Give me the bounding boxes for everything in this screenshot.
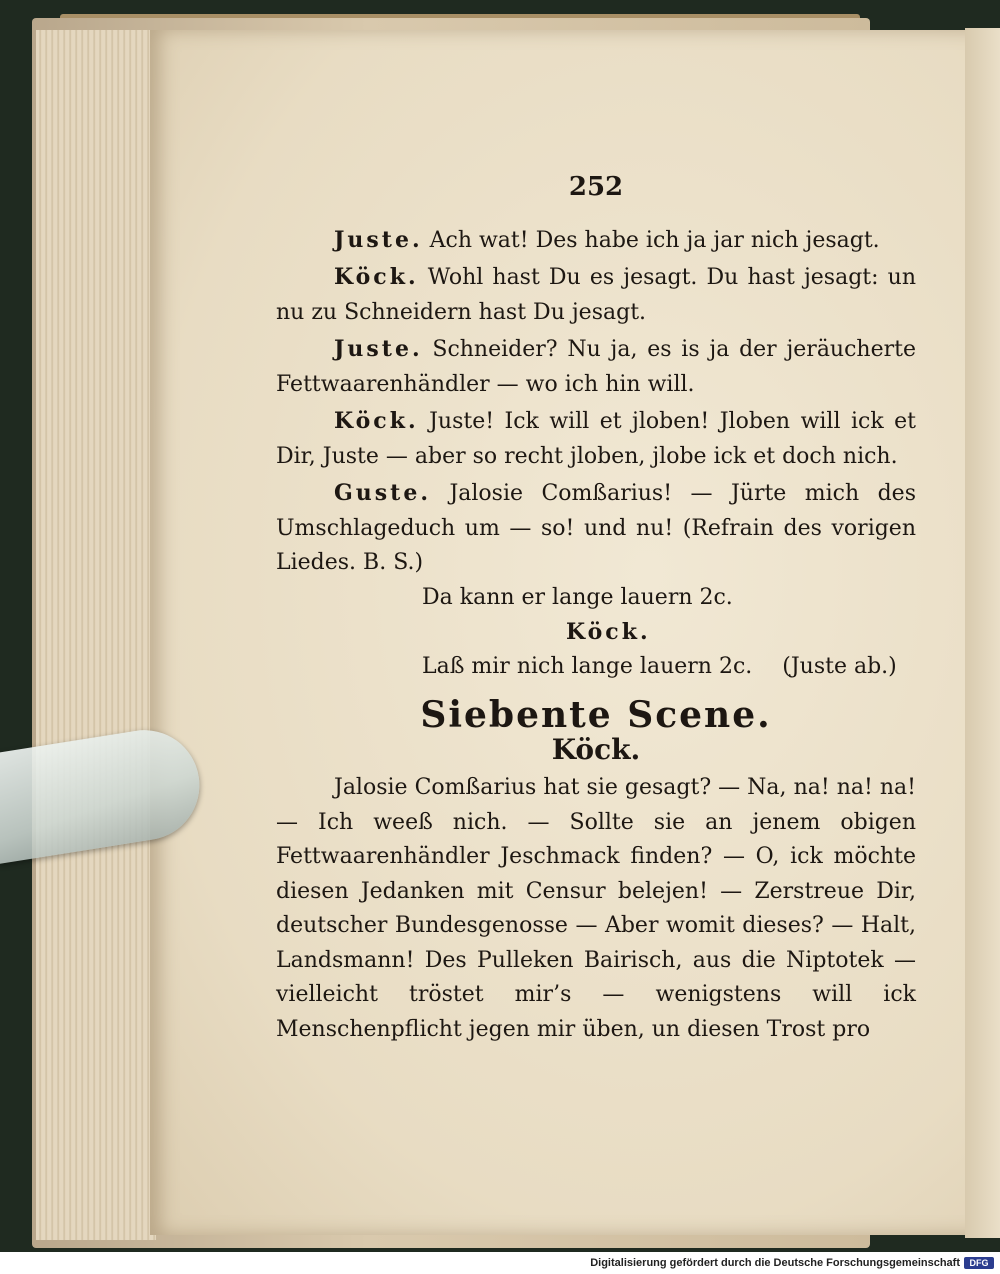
digitization-footer	[0, 1252, 1000, 1274]
dialogue-text: Wohl hast Du es jesagt. Du hast jesagt: un nu zu Schneidern hast Du jesagt.	[276, 265, 916, 325]
facing-page-edge	[965, 28, 1000, 1238]
dialogue-text: Ach wat! Des habe ich ja jar nich jesagt.	[429, 227, 880, 253]
page-stack-edges	[36, 30, 156, 1240]
dfg-logo: DFG	[964, 1257, 994, 1269]
page-number: 252	[568, 172, 624, 202]
speaker-name: Juste.	[334, 336, 423, 362]
speaker-name: Guste.	[334, 480, 431, 506]
dialogue-text: Jalosie Comßarius! — Jürte mich des Umschlageduch um — so! und nu! (Refrain des vorigen Liedes. B. S.)	[276, 481, 916, 575]
speaker-name: Köck.	[334, 264, 419, 290]
song-verse-with-exit	[276, 650, 916, 685]
song-verse-text: Laß mir nich lange lauern 2c.	[422, 653, 753, 679]
song-verse: Da kann er lange lauern 2c.	[422, 584, 733, 610]
dialogue-line	[276, 404, 916, 474]
speaker-name: Juste.	[334, 226, 423, 253]
dialogue-text: Schneider? Nu ja, es is ja der jeräucherte Fettwaarenhändler — wo ich hin will.	[276, 337, 916, 397]
scene-title: Siebente Scene.	[420, 694, 772, 736]
scene-speaker: Köck.	[551, 732, 641, 766]
verse-speaker: Köck.	[566, 619, 651, 645]
dialogue-line	[276, 223, 916, 259]
dialogue-line	[276, 332, 916, 402]
stage-direction: (Juste ab.)	[782, 653, 897, 679]
funding-credit: Digitalisierung gefördert durch die Deutsche Forschungsgemeinschaft	[590, 1257, 960, 1269]
page-text	[276, 170, 916, 1047]
monologue: Jalosie Comßarius hat sie gesagt? — Na, na! na! na! — Ich weeß nich. — Sollte sie an jenem obigen Fettwaarenhändler Jeschmack finden? — O, ick möchte diesen Jedanken mit Censur belejen! — Zerstreue Dir, deutscher Bundesgenosse — Aber womit dieses? — Halt, Landsmann! Des Pulleken Bairisch, aus die Niptotek — vielleicht tröstet mir’s — wenigstens will ick Menschenpflicht jegen mir üben, un diesen Trost pro	[276, 775, 916, 1042]
dialogue-line	[276, 476, 916, 581]
dialogue-line	[276, 260, 916, 330]
speaker-name: Köck.	[334, 408, 419, 434]
dialogue-text: Juste! Ick will et jloben! Jloben will ick et Dir, Juste — aber so recht jloben, jlobe ick et doch nich.	[276, 409, 916, 469]
